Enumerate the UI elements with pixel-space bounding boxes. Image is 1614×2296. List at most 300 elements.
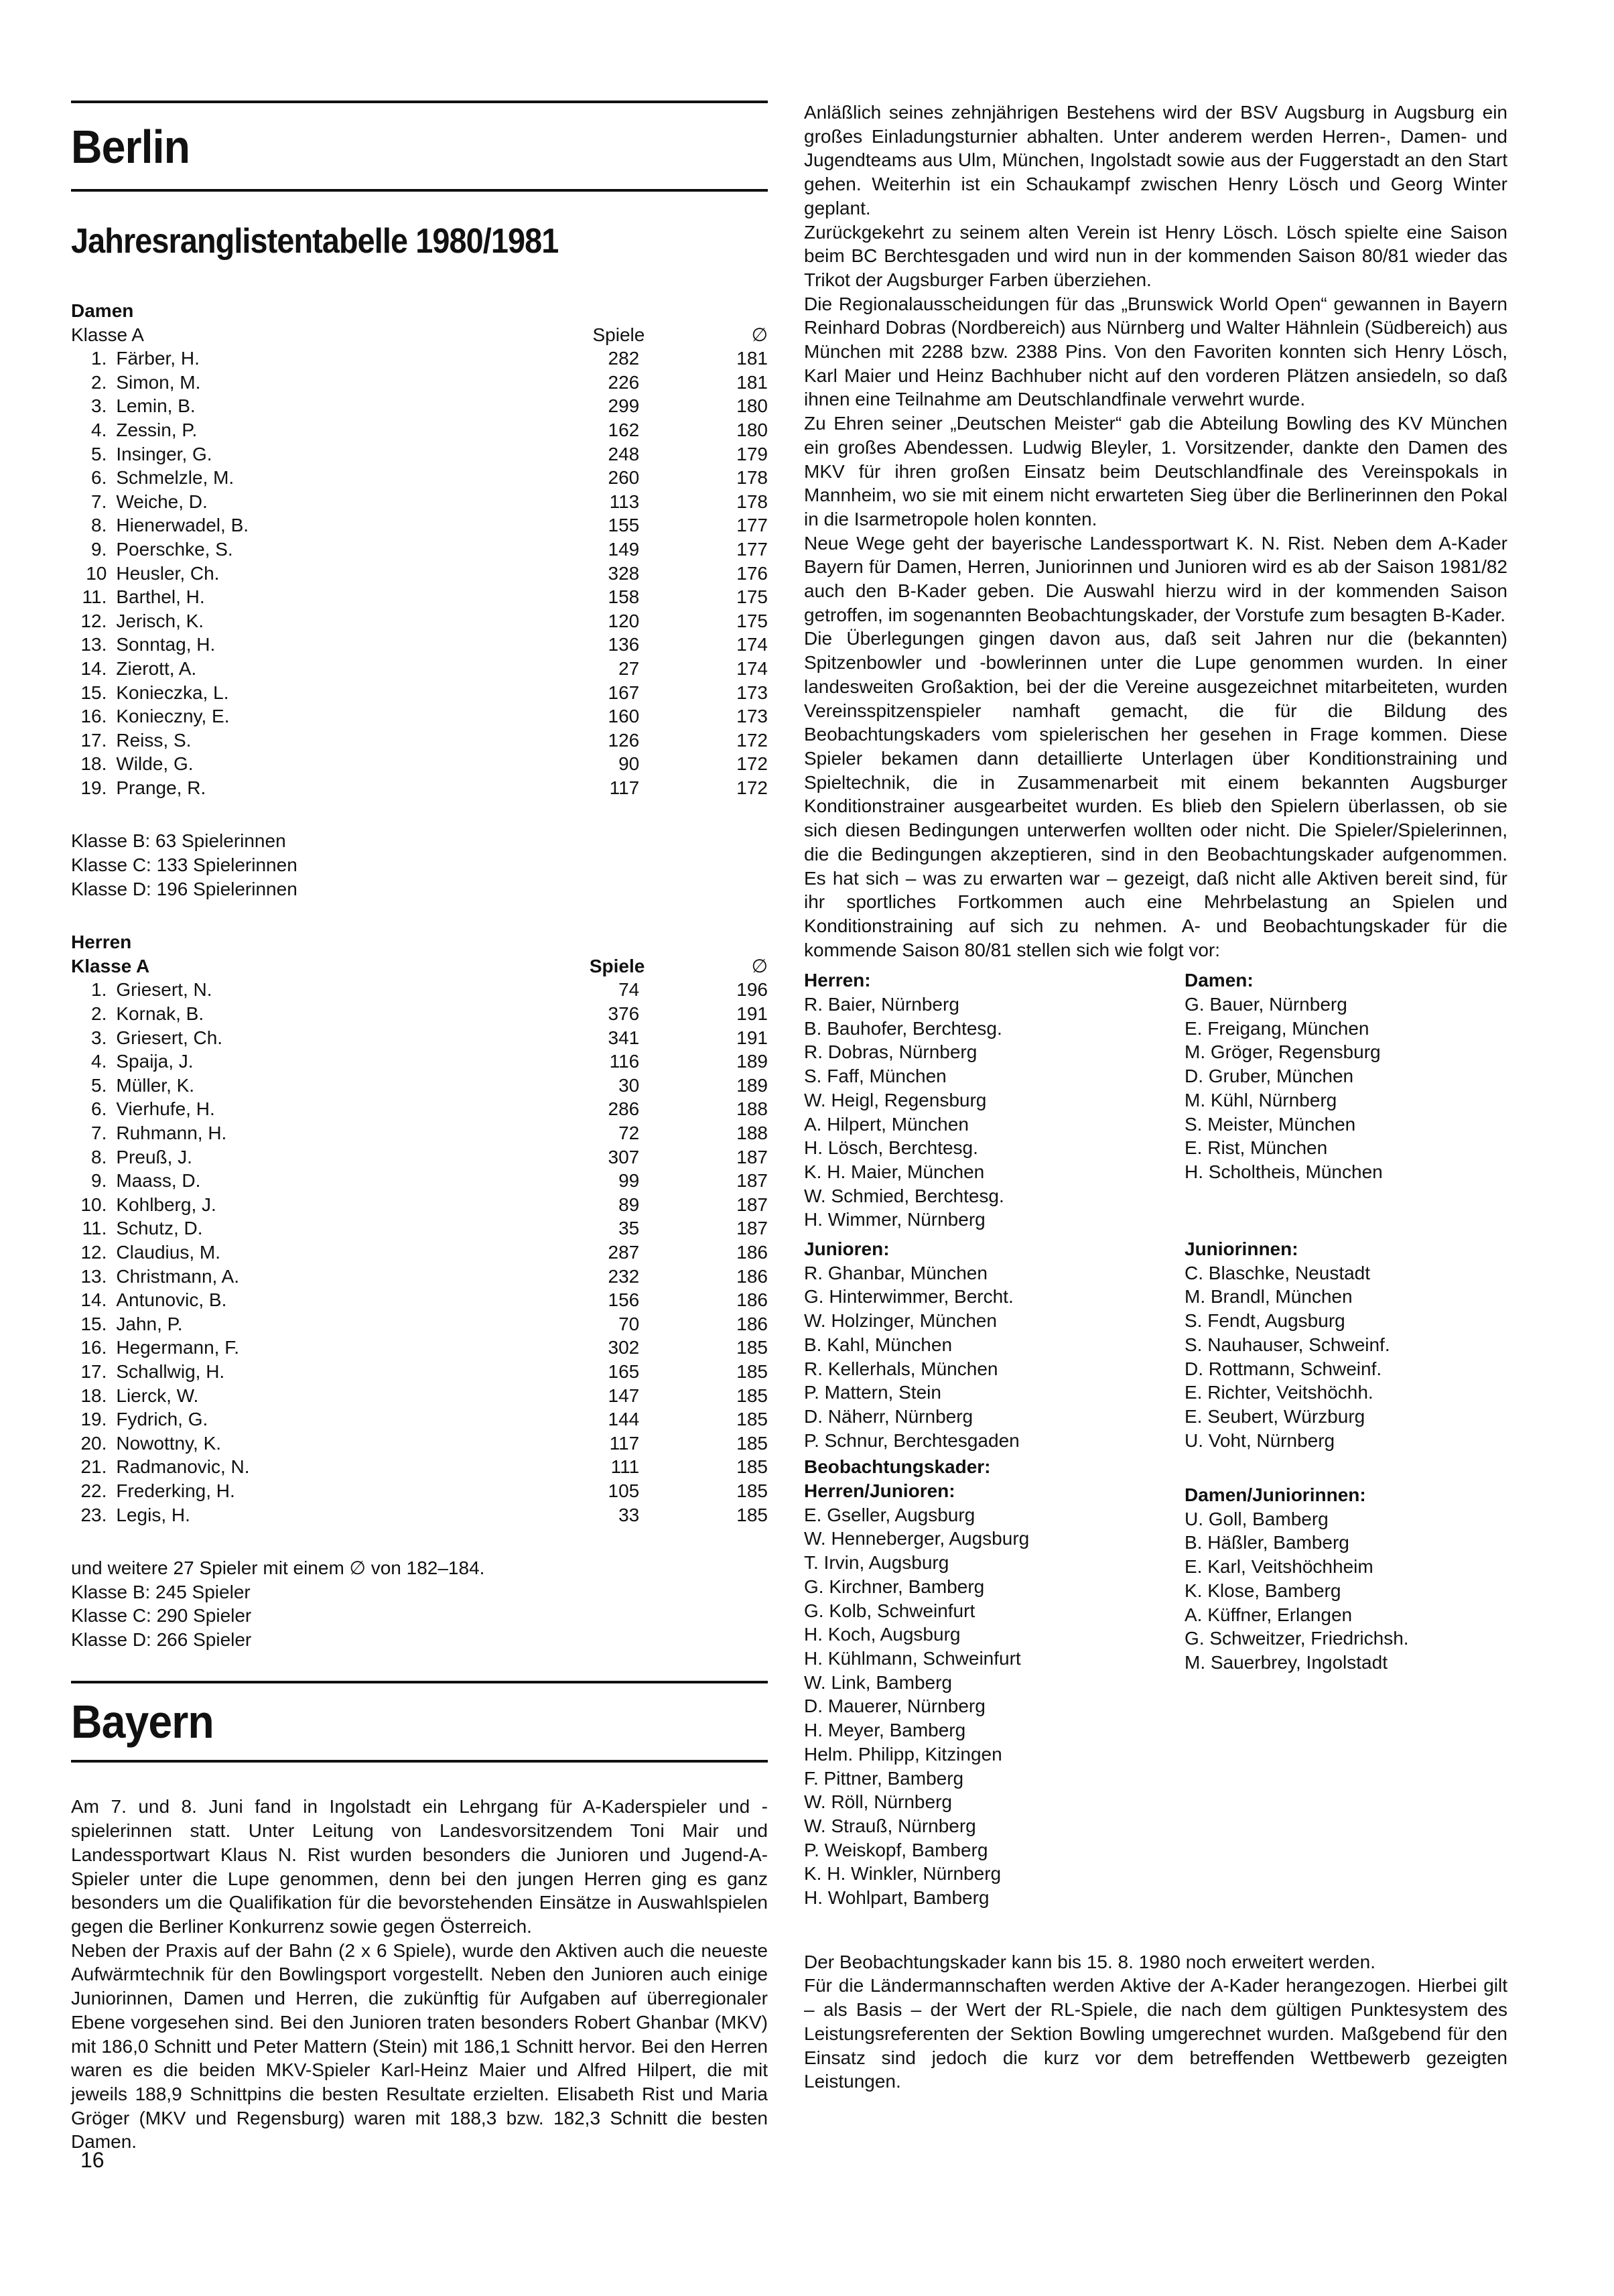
- rank: 16.: [80, 706, 107, 727]
- average: 181: [736, 348, 768, 369]
- rank: 22.: [80, 1480, 107, 1501]
- table-row: [71, 1407, 768, 1431]
- games-count: 155: [608, 515, 640, 536]
- games-count: 136: [608, 634, 640, 655]
- table-row: [71, 776, 768, 800]
- player-name: Christmann, A.: [116, 1265, 240, 1287]
- games-count: 120: [608, 610, 640, 631]
- games-count: 70: [618, 1313, 640, 1334]
- player-name: Preuß, J.: [116, 1146, 192, 1167]
- games-count: 165: [608, 1360, 640, 1382]
- average: 180: [736, 395, 768, 417]
- table-row: [71, 681, 768, 705]
- class-note: Klasse C: 290 Spieler: [71, 1605, 252, 1627]
- player-name: Claudius, M.: [116, 1241, 220, 1263]
- player-name: Poerschke, S.: [116, 538, 233, 560]
- player-name: Reiss, S.: [116, 729, 192, 751]
- table-row: [71, 1336, 768, 1360]
- list-item: D. Näherr, Nürnberg: [804, 1405, 973, 1427]
- rank: 7.: [91, 491, 107, 512]
- games-count: 144: [608, 1409, 640, 1430]
- rank: 21.: [80, 1456, 107, 1478]
- table-row: [71, 1312, 768, 1336]
- table-row: [71, 1145, 768, 1169]
- col-spiele: Spiele: [589, 955, 645, 976]
- class-note: Klasse B: 63 Spielerinnen: [71, 830, 286, 852]
- player-name: Kohlberg, J.: [116, 1194, 216, 1215]
- list-item: E. Karl, Veitshöchheim: [1185, 1556, 1373, 1578]
- average: 185: [736, 1432, 768, 1454]
- list-item: B. Bauhofer, Berchtesg.: [804, 1017, 1002, 1039]
- list-item: R. Kellerhals, München: [804, 1358, 998, 1379]
- bayern-article: [71, 1795, 768, 2154]
- list-item: M. Kühl, Nürnberg: [1185, 1089, 1337, 1110]
- table-row: [71, 1240, 768, 1265]
- rank: 13.: [80, 1265, 107, 1287]
- list-item: R. Baier, Nürnberg: [804, 994, 959, 1015]
- table-header: [71, 954, 768, 978]
- klasse-label: Klasse A: [71, 324, 144, 345]
- class-note: Klasse D: 266 Spieler: [71, 1629, 252, 1650]
- list-item: Helm. Philipp, Kitzingen: [804, 1743, 1002, 1765]
- list-damen-juniorinnen: [1185, 1479, 1506, 1910]
- average: 186: [736, 1265, 768, 1287]
- divider: [71, 189, 768, 192]
- games-count: 117: [609, 1432, 640, 1454]
- rank: 19.: [80, 1409, 107, 1430]
- player-name: Kornak, B.: [116, 1003, 204, 1025]
- player-name: Heusler, Ch.: [116, 562, 220, 584]
- paragraph: Für die Ländermannschaften werden Aktive der A-Kader herangezogen. Hierbei gilt – als Basis – der Wert der RL-Spiele, die nach dem gültigen Punktesystem des Leistungsreferenten der Sektion Bowling umgerechnet wurden. Maßgebend für den Einsatz sind jedoch die kurz vor dem betreffenden Wettbewerb gezeigten Leistungen.: [804, 1975, 1507, 2092]
- average: 176: [736, 562, 768, 584]
- rank: 8.: [91, 1146, 107, 1167]
- table-row: [71, 346, 768, 371]
- table-row: [71, 1121, 768, 1145]
- rank: 14.: [80, 657, 107, 679]
- list-item: S. Nauhauser, Schweinf.: [1185, 1334, 1390, 1355]
- player-name: Zessin, P.: [116, 419, 198, 440]
- paragraph: Neben der Praxis auf der Bahn (2 x 6 Spiele), wurde den Aktiven auch die neueste Aufwärmtechnik für den Bowlingsport vorgestellt. Neben den Junioren auch einige Juniorinnen, Damen und Herren, die zukünftig für Aufgaben auf überregionaler Ebene vorgesehen sind. Bei den Junioren traten besonders Robert Ghanbar (MKV) mit 186,0 Schnitt und Peter Mattern (Stein) mit 186,1 Schnitt hervor. Bei den Herren waren es die beiden MKV-Spieler Karl-Heinz Maier und Alfred Hilpert, die mit jeweils 188,9 Schnittpins die besten Resultate erzielten. Elisabeth Rist und Maria Gröger (MKV und Regensburg) waren mit 188,3 bzw. 182,3 Schnitt die besten Damen.: [71, 1939, 768, 2153]
- average: 188: [736, 1123, 768, 1143]
- rank: 11.: [82, 1218, 107, 1239]
- rank: 20.: [80, 1432, 107, 1454]
- table-row: [71, 442, 768, 466]
- list-item: W. Link, Bamberg: [804, 1671, 952, 1693]
- list-item: H. Wohlpart, Bamberg: [804, 1887, 990, 1909]
- class-note: Klasse D: 196 Spielerinnen: [71, 878, 297, 899]
- list-item: D. Mauerer, Nürnberg: [804, 1696, 986, 1717]
- table-row: [71, 1049, 768, 1074]
- player-name: Lierck, W.: [116, 1385, 199, 1406]
- average: 185: [736, 1385, 768, 1406]
- paragraph: Am 7. und 8. Juni fand in Ingolstadt ein Lehrgang für A-Kaderspieler und -spielerinnen statt. Unter Leitung von Landesvorsitzendem Toni Mair und Landessportwart Klaus N. Rist wurden besonders die Junioren und Jugend-A-Spieler unter die Lupe genommen, denn bei den jungen Herren ging es ganz besonders um die Qualifikation für die bevorstehenden Einsätze in Auswahlspielen gegen die Berliner Konkurrenz sowie gegen Österreich.: [71, 1796, 768, 1937]
- average: 186: [736, 1313, 768, 1334]
- herren-heading: Herren: [71, 932, 132, 953]
- average: 174: [736, 657, 768, 679]
- list-item: K. H. Maier, München: [804, 1161, 985, 1182]
- player-name: Zierott, A.: [116, 657, 197, 679]
- table-row: [71, 585, 768, 609]
- rank: 14.: [80, 1289, 107, 1311]
- rank: 15.: [80, 682, 107, 703]
- average: 186: [736, 1241, 768, 1263]
- rank: 10: [86, 562, 107, 584]
- list-item: W. Röll, Nürnberg: [804, 1791, 952, 1813]
- player-name: Vierhufe, H.: [116, 1098, 215, 1120]
- player-name: Hegermann, F.: [116, 1337, 240, 1358]
- damen-heading: Damen: [71, 300, 134, 321]
- list-item: F. Pittner, Bamberg: [804, 1767, 964, 1789]
- average: 191: [736, 1027, 768, 1048]
- table-row: [71, 466, 768, 490]
- player-name: Maass, D.: [116, 1170, 201, 1192]
- list-item: W. Henneberger, Augsburg: [804, 1528, 1030, 1549]
- games-count: 72: [618, 1123, 640, 1143]
- paragraph: Die Regionalausscheidungen für das „Brunswick World Open“ gewannen in Bayern Reinhard Dobras (Nordbereich) aus Nürnberg und Walter Hähnlein (Südbereich) aus München mit 2288 bzw. 2388 Pins. Von den Favoriten konnten sich Henry Lösch, Karl Maier und Heinz Bachhuber nicht auf den vorderen Plätzen ansiedeln, so daß ihnen eine Teilnahme am Deutschlandfinale verwehrt wurde.: [804, 293, 1507, 410]
- table-row: [71, 1265, 768, 1289]
- beobachtungskader-lists: [804, 1479, 1507, 1910]
- right-column: [804, 101, 1507, 2094]
- table-row: [71, 371, 768, 395]
- player-name: Schmelzle, M.: [116, 467, 234, 489]
- list-item: T. Irvin, Augsburg: [804, 1552, 949, 1574]
- player-name: Nowottny, K.: [116, 1432, 222, 1454]
- rank: 18.: [80, 1385, 107, 1406]
- table-row: [71, 418, 768, 442]
- average: 187: [736, 1170, 768, 1192]
- list-item: H. Scholtheis, München: [1185, 1161, 1383, 1182]
- list-item: M. Brandl, München: [1185, 1286, 1353, 1308]
- list-herren-junioren: [804, 1479, 1185, 1910]
- table-row: [71, 513, 768, 537]
- list-item: E. Seubert, Würzburg: [1185, 1405, 1365, 1427]
- player-name: Griesert, Ch.: [116, 1027, 223, 1048]
- list-item: G. Hinterwimmer, Bercht.: [804, 1286, 1014, 1308]
- average: 173: [736, 706, 768, 727]
- table-row: [71, 537, 768, 562]
- list-item: H. Lösch, Berchtesg.: [804, 1137, 978, 1159]
- player-name: Prange, R.: [116, 777, 206, 798]
- ranking-table-title: Jahresranglistentabelle 1980/1981: [71, 222, 559, 261]
- average: 196: [736, 979, 768, 1001]
- table-row: [71, 1002, 768, 1026]
- games-count: 149: [608, 538, 640, 560]
- table-row: [71, 657, 768, 681]
- player-name: Spaija, J.: [116, 1051, 194, 1072]
- player-name: Simon, M.: [116, 371, 201, 393]
- list-item: H. Koch, Augsburg: [804, 1624, 961, 1645]
- table-row: [71, 1193, 768, 1217]
- table-row: [71, 1074, 768, 1098]
- games-count: 156: [608, 1289, 640, 1311]
- paragraph: Die Überlegungen gingen davon aus, daß seit Jahren nur die (bekannten) Spitzenbowler und -bowlerinnen unter die Lupe genommen wurden. In einer landesweiten Großaktion, bei der die Vereine ausgezeichnet mitarbeiteten, wurden Vereinsspitzenspieler namhaft gemacht, die für die Bildung des Beobachtungskaders vom spielerischen her gesehen in Frage kommen. Diese Spieler bekamen dann detaillierte Unterlagen über Konditionstraining und Spieltechnik, die in Zusammenarbeit mit einem bekannten Augsburger Konditionstrainer ausgearbeitet wurden. Es blieb den Spielern überlassen, ob sie sich diesen Bedingungen unterwerfen wollten oder nicht. Die Spieler/Spielerinnen, die die Bedingungen akzeptieren, sind in den Beobachtungskader aufgenommen. Es hat sich – was zu erwarten war – gezeigt, daß nicht alle Aktiven bereit sind, für ihr sportliches Fortkommen auch eine Mehrbelastung an Spielen und Konditionstraining auf sich zu nehmen. A- und Beobachtungskader für die kommende Saison 80/81 stellen sich wie folgt vor:: [804, 628, 1507, 960]
- average: 172: [736, 753, 768, 775]
- player-name: Jerisch, K.: [116, 610, 204, 631]
- list-item: K. Klose, Bamberg: [1185, 1580, 1341, 1601]
- games-count: 299: [608, 395, 640, 417]
- col-spiele: Spiele: [592, 324, 645, 345]
- rank: 15.: [80, 1313, 107, 1334]
- average: 187: [736, 1194, 768, 1215]
- page-number: 16: [80, 2148, 105, 2172]
- rank: 11.: [82, 586, 107, 608]
- games-count: 232: [608, 1265, 640, 1287]
- games-count: 158: [608, 586, 640, 608]
- damen-rows: [71, 346, 768, 800]
- player-name: Jahn, P.: [116, 1313, 183, 1334]
- player-name: Schallwig, H.: [116, 1360, 225, 1382]
- list-item: W. Holzinger, München: [804, 1310, 997, 1332]
- class-note: Klasse C: 133 Spielerinnen: [71, 854, 297, 876]
- paragraph: Anläßlich seines zehnjährigen Bestehens wird der BSV Augsburg in Augsburg ein großes Einladungsturnier abhalten. Unter anderem werden Herren-, Damen- und Jugendteams aus Ulm, München, Ingolstadt sowie aus der Fuggerstadt an den Start gehen. Weiterhin ist ein Schaukampf zwischen Henry Lösch und Georg Winter geplant.: [804, 102, 1507, 218]
- player-name: Konieczka, L.: [116, 682, 229, 703]
- player-name: Konieczny, E.: [116, 706, 230, 727]
- col-average: ∅: [751, 324, 768, 345]
- list-item: S. Meister, München: [1185, 1113, 1356, 1135]
- average: 175: [736, 610, 768, 631]
- list-item: B. Häßler, Bamberg: [1185, 1532, 1349, 1553]
- table-row: [71, 609, 768, 633]
- table-row: [71, 562, 768, 586]
- list-item: W. Strauß, Nürnberg: [804, 1815, 976, 1836]
- divider: [71, 101, 768, 103]
- col-average: ∅: [751, 955, 768, 976]
- list-damen: [1185, 968, 1506, 1232]
- rank: 4.: [91, 419, 107, 440]
- class-note: Klasse B: 245 Spieler: [71, 1581, 251, 1602]
- list-junioren: [804, 1237, 1185, 1452]
- list-item: D. Rottmann, Schweinf.: [1185, 1358, 1382, 1379]
- table-row: [71, 1216, 768, 1240]
- average: 189: [736, 1074, 768, 1096]
- herren-rows: [71, 978, 768, 1527]
- average: 185: [736, 1360, 768, 1382]
- average: 180: [736, 419, 768, 440]
- list-herren: [804, 968, 1185, 1232]
- rank: 6.: [91, 467, 107, 489]
- average: 187: [736, 1146, 768, 1167]
- table-row: [71, 1169, 768, 1193]
- table-row: [71, 704, 768, 728]
- list-juniorinnen: [1185, 1237, 1506, 1452]
- games-count: 105: [608, 1480, 640, 1501]
- table-header: [71, 323, 768, 347]
- list-item: B. Kahl, München: [804, 1334, 953, 1355]
- list-item: H. Wimmer, Nürnberg: [804, 1209, 986, 1230]
- table-row: [71, 1479, 768, 1503]
- table-row: [71, 394, 768, 418]
- section-title-bayern: Bayern: [71, 1696, 214, 1748]
- games-count: 99: [618, 1170, 640, 1192]
- games-count: 117: [609, 777, 640, 798]
- rank: 5.: [91, 1074, 107, 1096]
- average: 185: [736, 1504, 768, 1525]
- player-name: Insinger, G.: [116, 443, 212, 464]
- table-row: [71, 728, 768, 753]
- list-heading: Herren/Junioren:: [804, 1480, 955, 1502]
- games-count: 307: [608, 1146, 640, 1167]
- games-count: 282: [608, 348, 640, 369]
- average: 181: [736, 371, 768, 393]
- list-item: E. Richter, Veitshöchh.: [1185, 1382, 1373, 1403]
- games-count: 376: [608, 1003, 640, 1025]
- list-item: U. Voht, Nürnberg: [1185, 1429, 1335, 1451]
- games-count: 160: [608, 706, 640, 727]
- player-name: Wilde, G.: [116, 753, 194, 775]
- table-row: [71, 490, 768, 514]
- average: 177: [736, 515, 768, 536]
- damen-notes: [71, 829, 768, 901]
- rank: 23.: [80, 1504, 107, 1525]
- player-name: Fydrich, G.: [116, 1409, 208, 1430]
- list-heading: Junioren:: [804, 1238, 890, 1260]
- player-name: Müller, K.: [116, 1074, 195, 1096]
- table-row: [71, 1026, 768, 1050]
- list-item: G. Kirchner, Bamberg: [804, 1576, 985, 1597]
- games-count: 147: [608, 1385, 640, 1406]
- list-item: H. Meyer, Bamberg: [804, 1720, 966, 1741]
- table-row: [71, 1431, 768, 1456]
- list-item: E. Rist, München: [1185, 1137, 1328, 1159]
- list-item: U. Goll, Bamberg: [1185, 1508, 1329, 1529]
- closing-article: [804, 1950, 1507, 2094]
- player-name: Legis, H.: [116, 1504, 190, 1525]
- player-name: Hienerwadel, B.: [116, 515, 249, 536]
- rank: 12.: [80, 1241, 107, 1263]
- rank: 16.: [80, 1337, 107, 1358]
- section-title-berlin: Berlin: [71, 121, 190, 173]
- games-count: 111: [610, 1456, 640, 1478]
- rank: 8.: [91, 515, 107, 536]
- table-row: [71, 752, 768, 776]
- player-name: Färber, H.: [116, 348, 200, 369]
- player-name: Barthel, H.: [116, 586, 205, 608]
- average: 187: [736, 1218, 768, 1239]
- list-heading: Juniorinnen:: [1185, 1238, 1298, 1260]
- average: 175: [736, 586, 768, 608]
- rank: 9.: [91, 1170, 107, 1192]
- rank: 1.: [91, 979, 107, 1001]
- games-count: 89: [618, 1194, 640, 1215]
- average: 178: [736, 467, 768, 489]
- rank: 12.: [80, 610, 107, 631]
- games-count: 167: [608, 682, 640, 703]
- average: 172: [736, 777, 768, 798]
- rank: 2.: [91, 371, 107, 393]
- player-name: Antunovic, B.: [116, 1289, 227, 1311]
- average: 178: [736, 491, 768, 512]
- right-article: [804, 101, 1507, 962]
- list-item: C. Blaschke, Neustadt: [1185, 1262, 1371, 1283]
- rank: 6.: [91, 1098, 107, 1120]
- average: 188: [736, 1098, 768, 1120]
- games-count: 30: [618, 1074, 640, 1096]
- list-item: G. Kolb, Schweinfurt: [804, 1600, 976, 1621]
- list-item: A. Hilpert, München: [804, 1113, 969, 1135]
- games-count: 90: [618, 753, 640, 775]
- rank: 17.: [80, 729, 107, 751]
- games-count: 162: [608, 419, 640, 440]
- paragraph: Zu Ehren seiner „Deutschen Meister“ gab die Abteilung Bowling des KV München ein großes Abendessen. Ludwig Bleyler, 1. Vorsitzender, dankte den Damen des MKV für ihren großen Einsatz beim Deutschlandfinale des Vereinspokals in Mannheim, wo sie mit einem nicht erwarteten Sieg über die Berlinerinnen den Pokal in die Isarmetropole holen konnten.: [804, 413, 1507, 529]
- list-item: E. Gseller, Augsburg: [804, 1504, 976, 1525]
- rank: 10.: [80, 1194, 107, 1215]
- games-count: 74: [618, 979, 640, 1001]
- average: 177: [736, 538, 768, 560]
- class-note: und weitere 27 Spieler mit einem ∅ von 182–184.: [71, 1557, 485, 1579]
- table-row: [71, 633, 768, 657]
- average: 174: [736, 634, 768, 655]
- games-count: 341: [608, 1027, 640, 1048]
- average: 191: [736, 1003, 768, 1025]
- list-heading: Herren:: [804, 970, 871, 991]
- games-count: 126: [608, 729, 640, 751]
- list-item: W. Heigl, Regensburg: [804, 1089, 987, 1110]
- list-item: S. Fendt, Augsburg: [1185, 1310, 1345, 1332]
- beobachtungskader-heading: Beobachtungskader:: [804, 1456, 991, 1478]
- list-item: P. Schnur, Berchtesgaden: [804, 1429, 1020, 1451]
- list-item: G. Bauer, Nürnberg: [1185, 994, 1347, 1015]
- player-name: Sonntag, H.: [116, 634, 216, 655]
- player-name: Lemin, B.: [116, 395, 196, 417]
- games-count: 33: [618, 1504, 640, 1525]
- rank: 13.: [80, 634, 107, 655]
- list-item: K. H. Winkler, Nürnberg: [804, 1863, 1002, 1885]
- list-item: G. Schweitzer, Friedrichsh.: [1185, 1628, 1409, 1649]
- average: 185: [736, 1480, 768, 1501]
- table-row: [71, 1503, 768, 1527]
- table-row: [71, 1360, 768, 1384]
- games-count: 27: [618, 657, 640, 679]
- herren-notes: [71, 1556, 768, 1651]
- list-item: A. Küffner, Erlangen: [1185, 1604, 1353, 1625]
- games-count: 302: [608, 1337, 640, 1358]
- games-count: 35: [618, 1218, 640, 1239]
- list-item: W. Schmied, Berchtesg.: [804, 1185, 1004, 1206]
- list-item: D. Gruber, München: [1185, 1066, 1354, 1087]
- rank: 1.: [91, 348, 107, 369]
- rank: 7.: [91, 1123, 107, 1143]
- table-row: [71, 978, 768, 1002]
- player-name: Ruhmann, H.: [116, 1123, 227, 1143]
- rank: 4.: [91, 1051, 107, 1072]
- games-count: 287: [608, 1241, 640, 1263]
- paragraph: Der Beobachtungskader kann bis 15. 8. 1980 noch erweitert werden.: [804, 1951, 1375, 1972]
- player-name: Griesert, N.: [116, 979, 212, 1001]
- rank: 2.: [91, 1003, 107, 1025]
- klasse-label: Klasse A: [71, 955, 150, 976]
- list-item: H. Kühlmann, Schweinfurt: [804, 1648, 1021, 1669]
- games-count: 260: [608, 467, 640, 489]
- average: 185: [736, 1409, 768, 1430]
- games-count: 226: [608, 371, 640, 393]
- table-row: [71, 1384, 768, 1408]
- junior-lists: [804, 1237, 1507, 1452]
- list-item: R. Dobras, Nürnberg: [804, 1041, 978, 1063]
- average: 185: [736, 1456, 768, 1478]
- paragraph: Neue Wege geht der bayerische Landessportwart K. N. Rist. Neben dem A-Kader Bayern für Damen, Herren, Juniorinnen und Junioren wird es ab der Saison 1981/82 auch den B-Kader geben. Die Auswahl hierzu wird in der kommenden Saison getroffen, im sogenannten Beobachtungskader, der Vorstufe zum besagten B-Kader.: [804, 532, 1507, 625]
- list-item: P. Weiskopf, Bamberg: [804, 1839, 988, 1860]
- table-row: [71, 1455, 768, 1479]
- list-item: R. Ghanbar, München: [804, 1262, 988, 1283]
- table-row: [71, 1097, 768, 1121]
- games-count: 113: [609, 491, 640, 512]
- list-item: E. Freigang, München: [1185, 1017, 1369, 1039]
- games-count: 328: [608, 562, 640, 584]
- player-name: Weiche, D.: [116, 491, 208, 512]
- rank: 9.: [91, 538, 107, 560]
- games-count: 286: [608, 1098, 640, 1120]
- list-heading: Damen/Juniorinnen:: [1185, 1484, 1366, 1506]
